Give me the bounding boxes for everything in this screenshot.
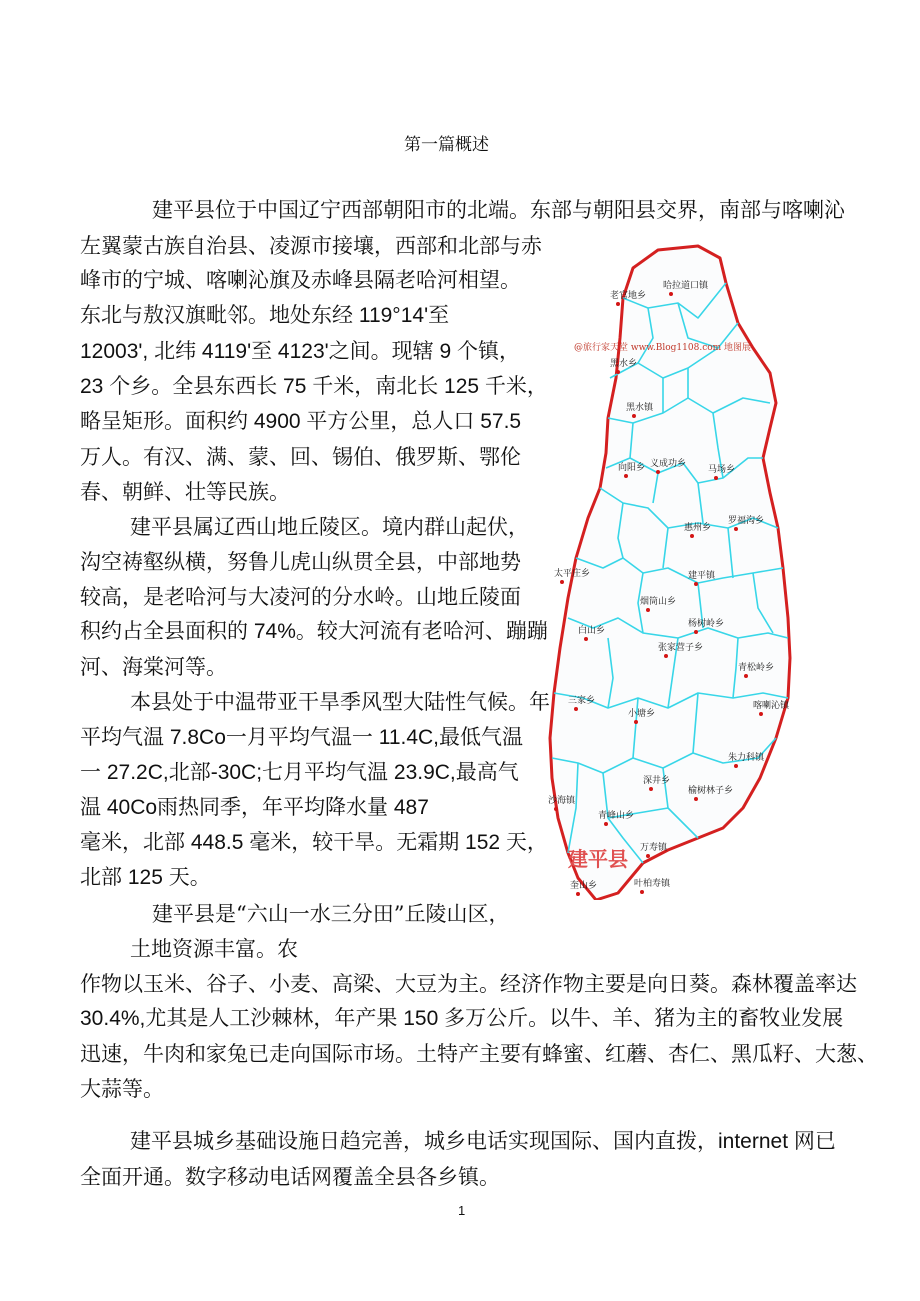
place-label: 深井乡 [643,776,671,786]
text-line: 作物以玉米、谷子、小麦、高梁、大豆为主。经济作物主要是向日葵。森林覆盖率达 [80,972,857,996]
place-marker [646,608,650,612]
map-watermark: @旅行家天堂 www.Blog1108.com 地图展 [574,343,752,353]
text-line: 建平县城乡基础设施日趋完善，城乡电话实现国际、国内直拨，internet 网已 [130,1130,836,1153]
county-map [538,238,800,900]
place-label: 张家营子乡 [658,643,704,653]
place-marker [649,787,653,791]
place-marker [694,630,698,634]
place-label: 青峰山乡 [598,811,635,821]
text-line: 全面开通。数字移动电话网覆盖全县各乡镇。 [80,1165,500,1189]
text-line: 建平县是“六山一水三分田”丘陵山区， [152,902,510,926]
text-line: 12003', 北纬 4119'至 4123'之间。现辖 9 个镇， [80,340,520,363]
place-marker [690,534,694,538]
place-marker [624,474,628,478]
place-label: 叶柏寿镇 [634,879,671,889]
text-line: 建平县位于中国辽宁西部朝阳市的北端。东部与朝阳县交界，南部与喀喇沁 [152,198,845,222]
place-marker [714,476,718,480]
text-line: 北部 125 天。 [80,866,211,889]
text-line: 河、海棠河等。 [80,655,227,679]
place-marker [560,580,564,584]
place-marker [664,654,668,658]
place-marker [656,470,660,474]
text-line: 东北与敖汉旗毗邻。地处东经 119°14'至 [80,304,450,327]
place-label: 沙海镇 [548,796,576,806]
place-label: 太平庄乡 [554,569,591,579]
place-label: 烟筒山乡 [640,597,677,607]
place-marker [554,807,558,811]
place-marker [759,712,763,716]
place-label: 万寿镇 [640,843,668,853]
text-line: 春、朝鲜、壮等民族。 [80,480,290,504]
place-label: 喀喇沁镇 [753,701,790,711]
page-title: 第一篇概述 [404,135,489,155]
place-label: 建平镇 [688,571,716,581]
place-label: 白山乡 [578,626,606,636]
place-marker [574,707,578,711]
place-marker [616,370,620,374]
place-label: 三家乡 [568,696,596,706]
place-marker [632,414,636,418]
text-line: 左翼蒙古族自治县、凌源市接壤，西部和北部与赤 [80,234,542,258]
text-line: 峰市的宁城、喀喇沁旗及赤峰县隔老哈河相望。 [80,268,521,292]
place-marker [669,292,673,296]
text-line: 迅速，牛肉和家兔已走向国际市场。土特产主要有蜂蜜、红蘑、杏仁、黑瓜籽、大葱、 [80,1042,878,1066]
place-label: 榆树林子乡 [688,786,734,796]
place-marker [616,302,620,306]
text-line: 积约占全县面积的 74%。较大河流有老哈河、蹦蹦 [80,620,548,643]
text-line: 本县处于中温带亚干旱季风型大陆性气候。年 [130,690,550,714]
place-marker [646,854,650,858]
place-marker [584,637,588,641]
text-line: 略呈矩形。面积约 4900 平方公里，总人口 57.5 [80,410,522,433]
place-marker [734,527,738,531]
place-label: 向阳乡 [618,463,646,473]
text-line: 万人。有汉、满、蒙、回、锡伯、俄罗斯、鄂伦 [80,445,521,469]
place-marker [734,764,738,768]
place-label: 杨树岭乡 [688,619,725,629]
place-marker [694,582,698,586]
text-line: 一 27.2C,北部-30C;七月平均气温 23.9C,最高气 [80,761,519,784]
text-line: 较高，是老哈河与大凌河的分水岭。山地丘陵面 [80,585,521,609]
text-line: 沟空祷壑纵横，努鲁儿虎山纵贯全县，中部地势 [80,550,521,574]
text-line: 23 个乡。全县东西长 75 千米，南北长 125 千米， [80,375,548,398]
place-label: 义成功乡 [650,459,687,469]
text-line: 毫米，北部 448.5 毫米，较干旱。无霜期 152 天， [80,831,548,854]
place-label: 黑水镇 [626,403,654,413]
place-marker [634,720,638,724]
place-label: 老官地乡 [610,291,647,301]
map-county-label: 建平县 [568,847,628,871]
text-line: 30.4%,尤其是人工沙棘林，年产果 150 多万公斤。以牛、羊、猪为主的畜牧业发展 [80,1007,844,1030]
text-line: 大蒜等。 [80,1077,164,1101]
place-marker [604,822,608,826]
place-label: 黑水乡 [610,359,638,369]
place-label: 罗福沟乡 [728,516,765,526]
text-line: 建平县属辽西山地丘陵区。境内群山起伏， [130,515,529,539]
place-label: 马场乡 [708,465,736,475]
place-label: 惠州乡 [684,523,712,533]
place-label: 青松岭乡 [738,663,775,673]
text-line: 温 40Co雨热同季，年平均降水量 487 [80,796,429,819]
place-marker [640,890,644,894]
place-label: 奎山乡 [570,881,598,891]
place-label: 朱力科镇 [728,753,765,763]
place-marker [576,892,580,896]
place-marker [694,797,698,801]
text-line: 土地资源丰富。农 [130,937,298,961]
text-line: 平均气温 7.8Co一月平均气温一 11.4C,最低气温 [80,726,524,749]
place-label: 小塘乡 [628,709,656,719]
place-label: 哈拉道口镇 [663,281,709,291]
place-marker [744,674,748,678]
page-number: 1 [458,1203,466,1218]
